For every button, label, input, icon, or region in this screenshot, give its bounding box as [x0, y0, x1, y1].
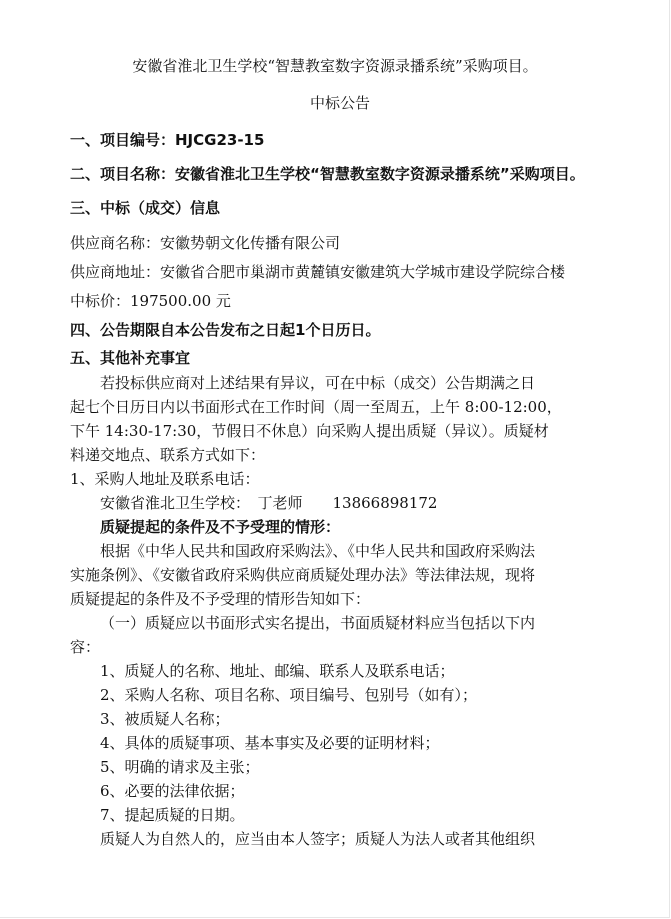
list-item: 4、具体的质疑事项、基本事实及必要的证明材料；: [100, 734, 440, 752]
document-title: 安徽省淮北卫生学校“智慧教室数字资源录播系统”采购项目。: [132, 57, 538, 75]
contact-heading: 1、采购人地址及联系电话：: [70, 470, 260, 488]
section-project-name: 二、项目名称：安徽省淮北卫生学校“智慧教室数字资源录播系统”采购项目。: [70, 165, 585, 183]
award-price: 中标价：197500.00 元: [70, 292, 231, 310]
supplier-name: 供应商名称：安徽势朝文化传播有限公司: [70, 234, 341, 252]
document-body: [70, 55, 610, 851]
law-paragraph-line: 根据《中华人民共和国政府采购法》、《中华人民共和国政府采购法: [100, 542, 536, 560]
section-other-matters: 五、其他补充事宜: [70, 349, 191, 367]
list-item: 1、质疑人的名称、地址、邮编、联系人及联系电话；: [100, 662, 455, 680]
clause-one-line: 容：: [70, 638, 101, 656]
signature-requirement-line: 质疑人为自然人的，应当由本人签字；质疑人为法人或者其他组织: [100, 830, 536, 848]
contact-info: 安徽省淮北卫生学校： 丁老师 13866898172: [100, 494, 438, 512]
supplement-paragraph-line: 下午 14:30-17:30，节假日不休息）向采购人提出质疑（异议）。质疑材: [70, 422, 549, 440]
supplement-paragraph-line: 起七个日历日内以书面形式在工作时间（周一至周五，上午 8:00-12:00，: [70, 398, 562, 416]
supplement-paragraph-line: 若投标供应商对上述结果有异议，可在中标（成交）公告期满之日: [100, 374, 536, 392]
list-item: 2、采购人名称、项目名称、项目编号、包别号（如有）；: [100, 686, 478, 704]
list-item: 5、明确的请求及主张；: [100, 758, 260, 776]
list-item: 3、被质疑人名称；: [100, 710, 230, 728]
list-item: 7、提起质疑的日期。: [100, 806, 245, 824]
conditions-heading: 质疑提起的条件及不予受理的情形：: [100, 518, 341, 536]
law-paragraph-line: 实施条例》、《安徽省政府采购供应商质疑处理办法》等法律法规，现将: [70, 566, 536, 584]
section-notice-period: 四、公告期限自本公告发布之日起1个日历日。: [70, 321, 381, 339]
document-subtitle: 中标公告: [309, 94, 370, 112]
supplier-address: 供应商地址：安徽省合肥市巢湖市黄麓镇安徽建筑大学城市建设学院综合楼: [70, 263, 566, 281]
list-item: 6、必要的法律依据；: [100, 782, 245, 800]
clause-one-line: （一）质疑应以书面形式实名提出，书面质疑材料应当包括以下内: [100, 614, 536, 632]
law-paragraph-line: 质疑提起的条件及不予受理的情形告知如下：: [70, 590, 371, 608]
section-project-number: 一、项目编号：HJCG23-15: [70, 131, 265, 149]
supplement-paragraph-line: 料递交地点、联系方式如下：: [70, 446, 266, 464]
section-award-info: 三、中标（成交）信息: [70, 199, 221, 217]
